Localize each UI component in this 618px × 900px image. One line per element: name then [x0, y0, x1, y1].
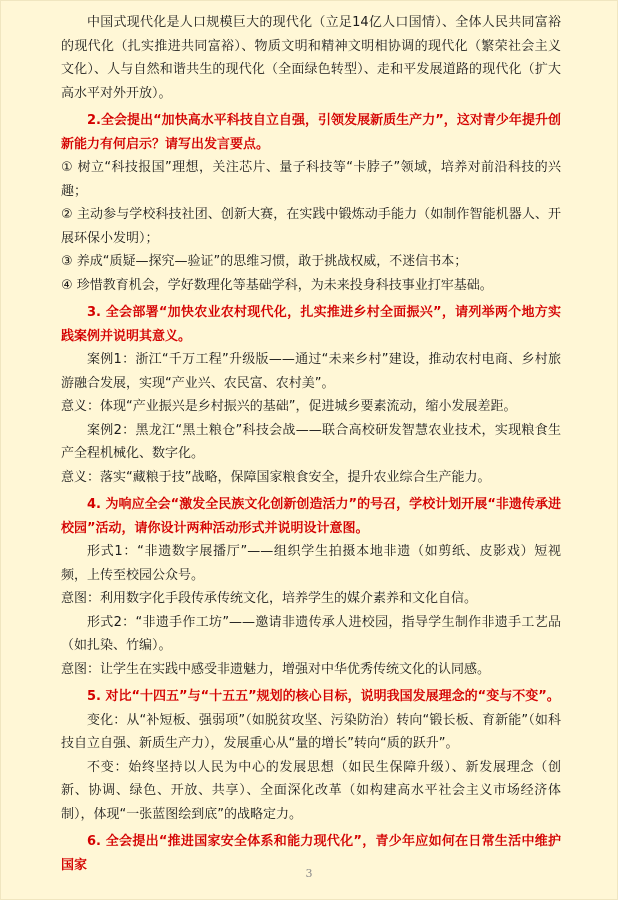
- q3-meaning-2: 意义：落实“藏粮于技”战略，保障国家粮食安全，提升农业综合生产能力。: [61, 469, 491, 485]
- q2-point-1: ① 树立“科技报国”理想，关注芯片、量子科技等“卡脖子”领域，培养对前沿科技的兴趣；: [61, 160, 561, 199]
- q5-constant: 不变：始终坚持以人民为中心的发展思想（如民生保障升级）、新发展理念（创新、协调、绿色、开放、共享）、全面深化改革（如构建高水平社会主义市场经济体制），体现“一张蓝图绘到底”的战略定力。: [61, 759, 561, 822]
- q4-form-1: 形式1：“非遗数字展播厅”——组织学生拍摄本地非遗（如剪纸、皮影戏）短视频，上传至校园公众号。: [61, 544, 561, 583]
- q2-point-3: ③ 养成“质疑—探究—验证”的思维习惯，敢于挑战权威，不迷信书本；: [61, 254, 468, 269]
- q5-change: 变化：从“补短板、强弱项”（如脱贫攻坚、污染防治）转向“锻长板、育新能”（如科技自立自强、新质生产力），发展重心从“量的增长”转向“质的跃升”。: [61, 712, 561, 751]
- intro-paragraph: 中国式现代化是人口规模巨大的现代化（立足14亿人口国情）、全体人民共同富裕的现代化（扎实推进共同富裕）、物质文明和精神文明相协调的现代化（繁荣社会主义文化）、人与自然和谐共生的现代化（全面绿色转型）、走和平发展道路的现代化（扩大高水平对外开放）。: [61, 15, 561, 101]
- q2-point-2: ② 主动参与学校科技社团、创新大赛，在实践中锻炼动手能力（如制作智能机器人、开展环保小发明）；: [61, 207, 561, 246]
- q4-intent-1: 意图：利用数字化手段传承传统文化，培养学生的媒介素养和文化自信。: [61, 591, 478, 606]
- question-6: 6. 全会提出“推进国家安全体系和能力现代化”，青少年应如何在日常生活中维护国家: [61, 834, 561, 873]
- question-3: 3. 全会部署“加快农业农村现代化，扎实推进乡村全面振兴”，请列举两个地方实践案例并说明其意义。: [61, 305, 561, 344]
- q3-case-2: 案例2：黑龙江“黑土粮仓”科技会战——联合高校研发智慧农业技术，实现粮食生产全程机械化、数字化。: [61, 422, 561, 461]
- q3-meaning-1: 意义：体现“产业振兴是乡村振兴的基础”，促进城乡要素流动，缩小发展差距。: [61, 399, 517, 414]
- q2-point-4: ④ 珍惜教育机会，学好数理化等基础学科，为未来投身科技事业打牢基础。: [61, 277, 493, 293]
- q3-case-1: 案例1：浙江“千万工程”升级版——通过“未来乡村”建设，推动农村电商、乡村旅游融合发展，实现“产业兴、农民富、农村美”。: [61, 352, 561, 391]
- question-5: 5. 对比“十四五”与“十五五”规划的核心目标，说明我国发展理念的“变与不变”。: [87, 689, 560, 704]
- page-number: 3: [305, 867, 313, 880]
- q4-intent-2: 意图：让学生在实践中感受非遗魅力，增强对中华优秀传统文化的认同感。: [61, 661, 491, 677]
- question-4: 4. 为响应全会“激发全民族文化创新创造活力”的号召，学校计划开展“非遗传承进校园”活动，请你设计两种活动形式并说明设计意图。: [61, 497, 561, 536]
- q4-form-2: 形式2：“非遗手作工坊”——邀请非遗传承人进校园，指导学生制作非遗手工艺品（如扎染、竹编）。: [61, 614, 561, 653]
- page-content: [61, 11, 561, 877]
- question-2: 2.全会提出“加快高水平科技自立自强，引领发展新质生产力”，这对青少年提升创新能力有何启示？请写出发言要点。: [61, 113, 561, 152]
